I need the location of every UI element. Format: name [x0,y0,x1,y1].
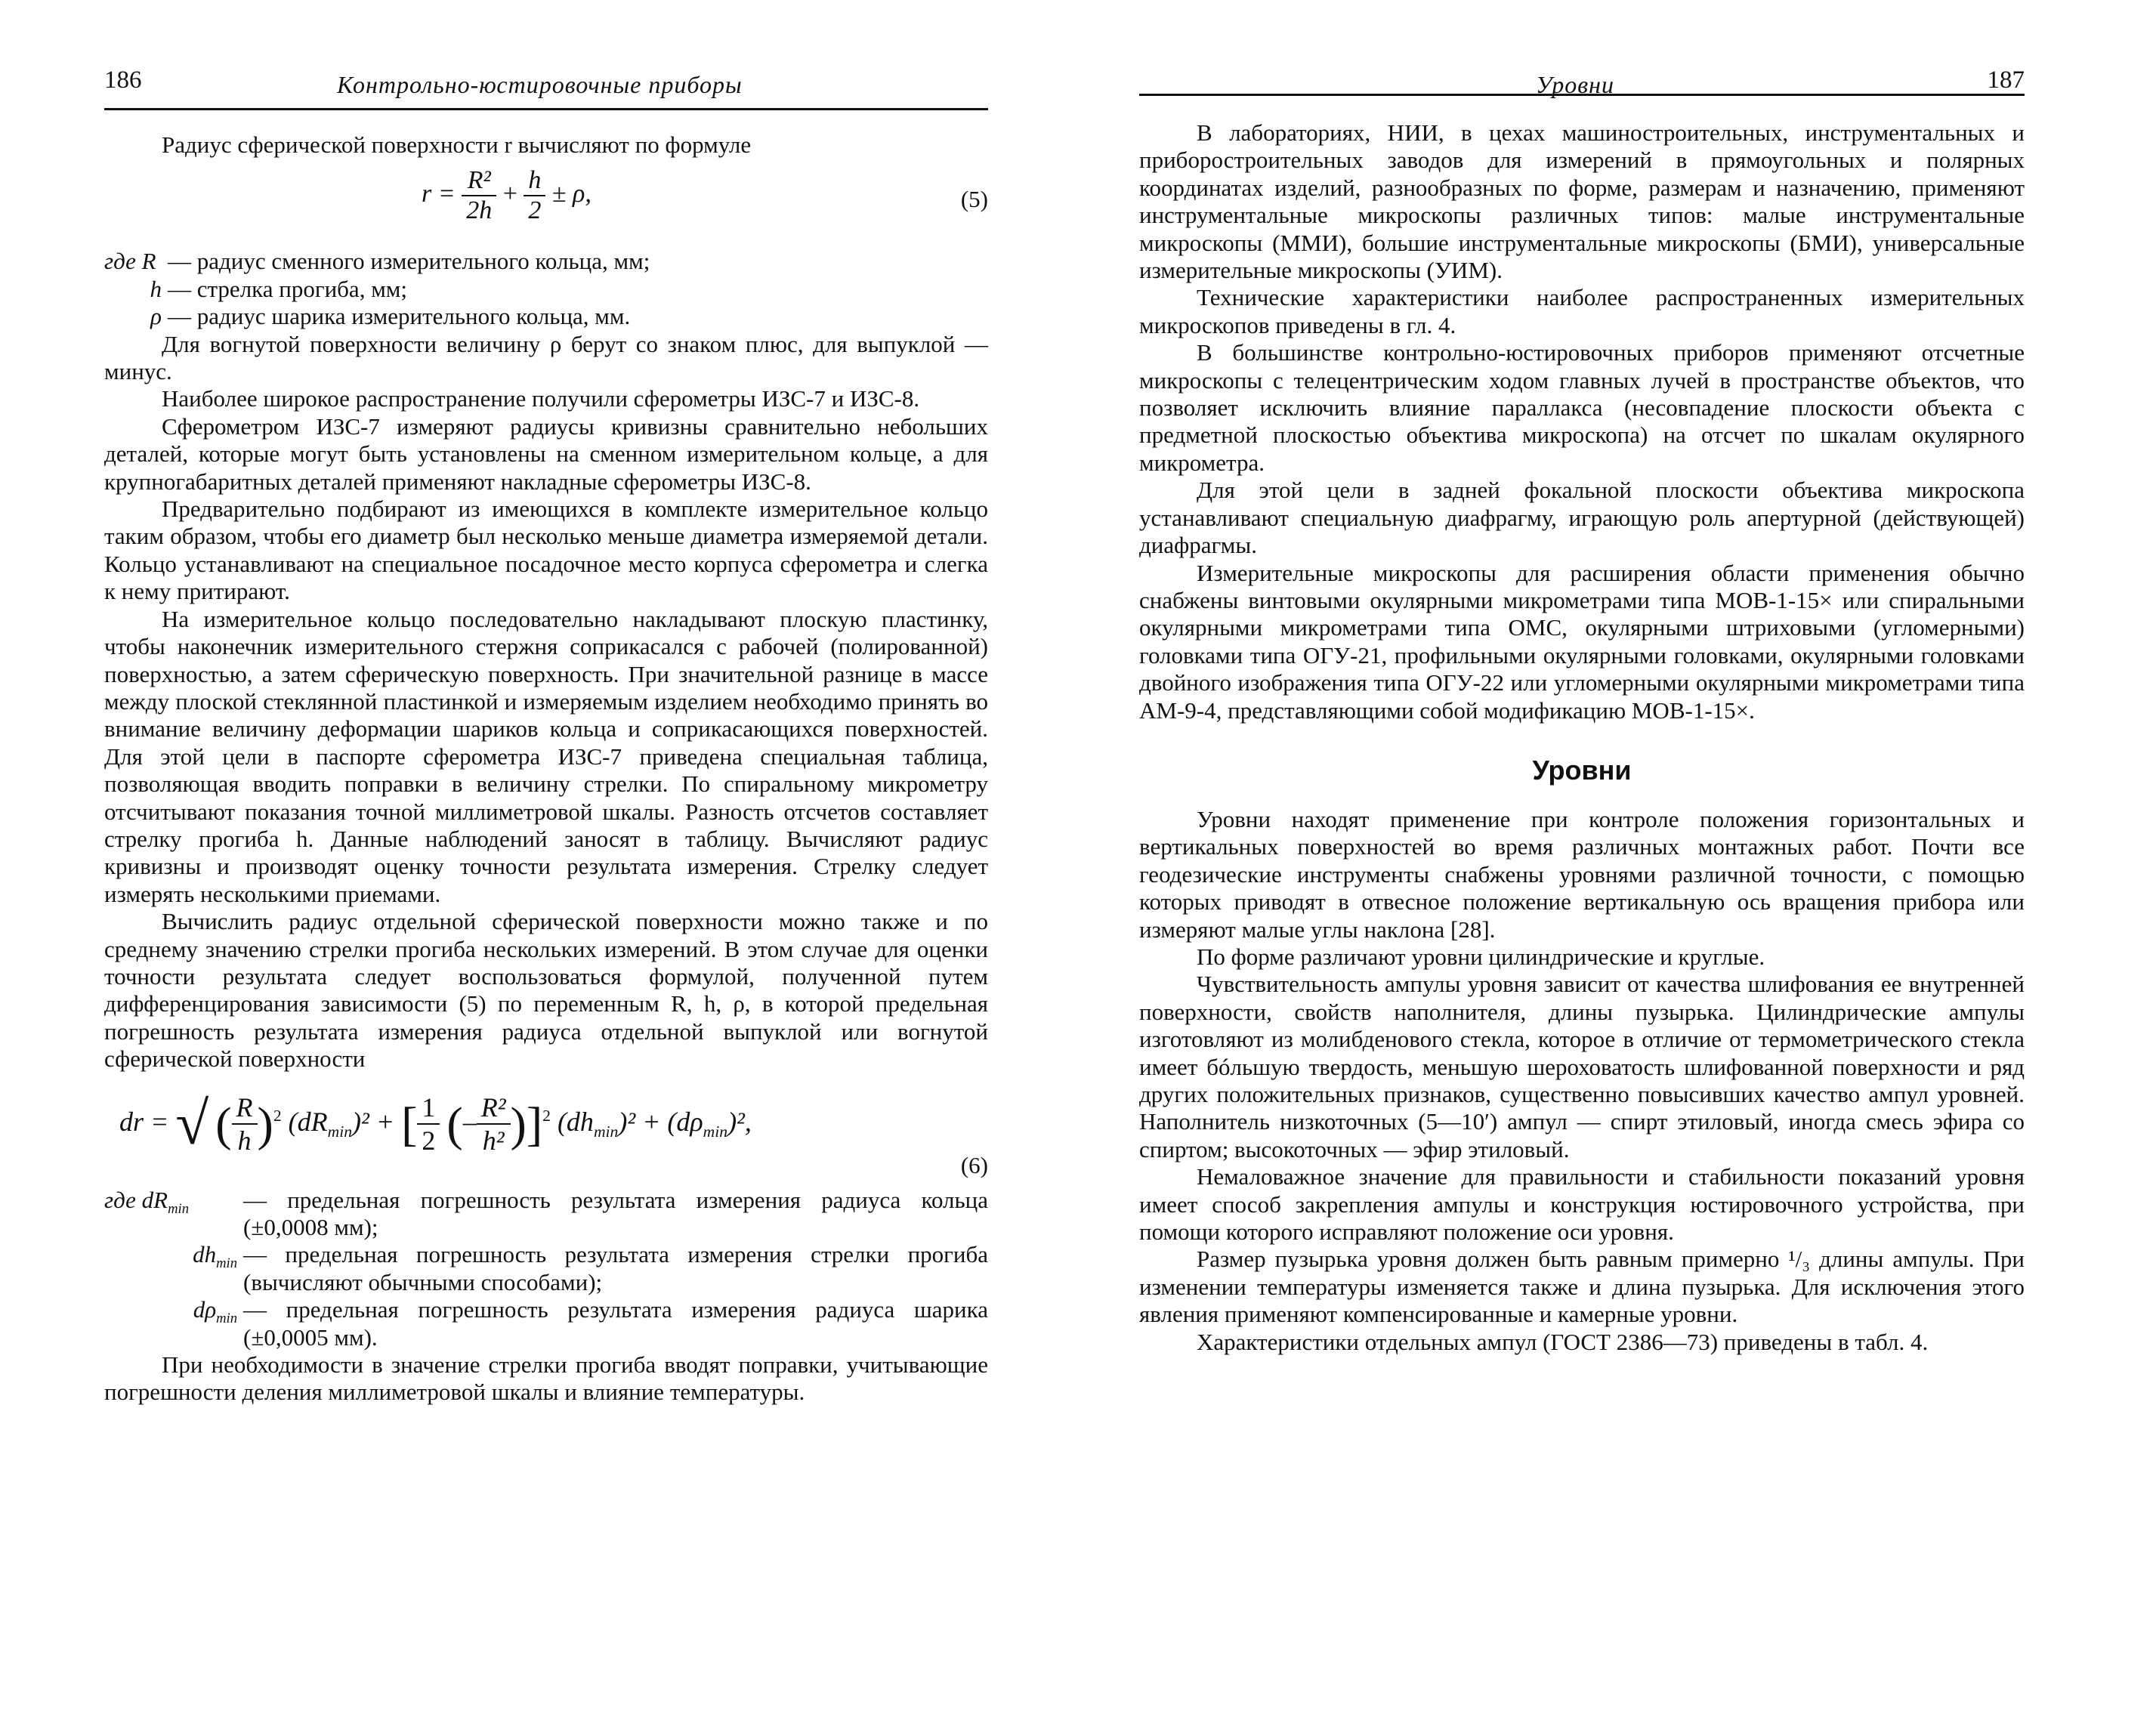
eq6-term-1: (dR [288,1106,328,1137]
paragraph: Технические характеристики наиболее распространенных измерительных микроскопов приведены в гл. 4. [1139,284,2025,338]
where-item: где R — радиус сменного измерительного кольца, мм; [104,248,650,275]
where-item: $d\rho_{min}$ — предельная погрешность результата измерения радиуса шарика (±0,0005 мм). [193,1296,988,1351]
paragraph: Для вогнутой поверхности величину ρ берут со знаком плюс, для выпуклой — минус. [104,330,988,385]
paragraph: При необходимости в значение стрелки прогиба вводят поправки, учитывающие погрешности деления миллиметровой шкалы и влияние температуры. [104,1351,988,1406]
where-item: h — стрелка прогиба, мм; [150,275,408,302]
paragraph: Для этой цели в задней фокальной плоскости объектива микроскопа устанавливают специальную диафрагму, играющую роль апертурной (действующей) диафрагмы. [1139,477,2025,559]
paragraph: Сферометром ИЗС-7 измеряют радиусы кривизны сравнительно небольших деталей, которые могут быть установлены на сменном измерительном кольце, а для крупногабаритных деталей применяют накладные сферометры ИЗС-8. [104,412,988,495]
header-rule [1139,94,2025,96]
where-item: $dh_{min}$ — предельная погрешность результата измерения стрелки прогиба (вычисляют обычными способами); [193,1241,988,1295]
paragraph: Наиболее широкое распространение получили сферометры ИЗС-7 и ИЗС-8. [162,385,920,412]
right-body [1139,119,2025,1356]
eq5-tail: ± ρ, [551,180,592,208]
paragraph: По форме различают уровни цилиндрические и круглые. [1197,943,1765,970]
header-rule [104,108,988,110]
paragraph: В лабораториях, НИИ, в цехах машиностроительных, инструментальных и приборостроительных заводов для измерений в прямоугольных и полярных координатах изделий, разнообразных по форме, размерам и назначению, применяют инструментальные микроскопы различных типов: малые инструментальные микроскопы (ММИ), большие инструментальные микроскопы (БМИ), универсальные измерительные микроскопы (УИМ). [1139,119,2025,284]
left-body [104,131,988,1406]
paragraph: Измерительные микроскопы для расширения области применения обычно снабжены винтовыми окулярными микрометрами типа МОВ-1-15× или спиральными окулярными микрометрами типа ОМС, окулярными штриховыми (угломерными) головками типа ОГУ-21, профильными окулярными головками, окулярными головками двойного изображения типа ОГУ-22 или угломерными окулярными микрометрами типа АМ-9-4, представляющими собой модификацию МОВ-1-15×. [1139,559,2025,724]
where-item: ρ — радиус шарика измерительного кольца, мм. [150,303,631,330]
equation-6: dr = √ ( $\frac{R}{h}$ )$^2$ $(dR_{min})^2$ + [ $\frac{1}{2}$ (– $\frac{\text{R²}}{\text{h²}}$ )]$^2$ $(dh_{min})^2 + (d\rho_{min})^2$, (6) [119,1090,988,1178]
where-list-1 [104,248,988,330]
paragraph: Вычислить радиус отдельной сферической поверхности можно также и по среднему значению стрелки прогиба нескольких измерений. В этом случае для оценки точности результата следует воспользоваться формулой, полученной путем дифференцирования зависимости (5) по переменным R, h, ρ, в которой предельная погрешность результата измерения радиуса отдельной выпуклой или вогнутой сферической поверхности [104,908,988,1073]
paragraph: На измерительное кольцо последовательно накладывают плоскую пластинку, чтобы наконечник измерительного стержня соприкасался с рабочей (полированной) поверхностью, а затем сферическую поверхность. При значительной разнице в массе между плоской стеклянной пластинкой и измеряемым изделием необходимо принять во внимание величину деформации шариков кольца и соприкасающихся поверхностей. Для этой цели в паспорте сферометра ИЗС-7 приведена специальная таблица, позволяющая вводить поправки в величину стрелки. По спиральному микрометру отсчитывают показания точной миллиметровой шкалы. Разность отсчетов составляет стрелку прогиба h. Данные наблюдений заносят в таблицу. Вычисляют радиус кривизны и производят оценку точности результата измерения. Стрелку следует измерять несколькими приемами. [104,605,988,907]
page-number: 187 [1987,66,2025,94]
page-number: 186 [104,66,142,94]
running-title: Контрольно-юстировочные приборы [337,71,743,98]
right-page [1139,0,2025,1726]
intro-paragraph: Радиус сферической поверхности r вычисляют по формуле [162,131,752,158]
paragraph: Предварительно подбирают из имеющихся в комплекте измерительное кольцо таким образом, чтобы его диаметр был несколько меньше диаметра измеряемой детали. Кольцо устанавливают на специальное посадочное место корпуса сферометра и слегка к нему притирают. [104,496,988,605]
paragraph: Размер пузырька уровня должен быть равным примерно ¹/₃ длины ампулы. При изменении температуры изменяется также и длина пузырька. Для исключения этого явления применяют компенсированные и камерные уровни. [1139,1246,2025,1328]
paragraph: Характеристики отдельных ампул (ГОСТ 2386—73) приведены в табл. 4. [1197,1328,1929,1355]
eq5-fraction-2: $\frac{h}{2}$ [524,166,545,225]
left-header [104,66,988,103]
eq5-label: (5) [960,186,988,213]
eq6-term-2: (dh [557,1106,594,1137]
right-header [1139,66,2025,103]
paragraph: В большинстве контрольно-юстировочных приборов применяют отсчетные микроскопы с телецентрическим ходом главных лучей в пространстве объектов, что позволяет исключить влияние параллакса (несовпадение плоскости объекта с предметной плоскостью объектива микроскопа) на отсчет по шкалам окулярного микрометра. [1139,339,2025,476]
eq5-lhs: r = [422,180,456,208]
where-item: где $dR_{min}$ — предельная погрешность результата измерения радиуса кольца (±0,0008 мм); [104,1186,988,1240]
eq5-fraction-1: $\frac{\text{R²}}{2h}$ [462,166,496,225]
eq6-label: (6) [960,1151,988,1178]
equation-5: r = $\frac{\text{R²}}{2h}$ + $\frac{h}{2}$ ± ρ, (5) [422,166,988,225]
where-list-2 [104,1187,988,1351]
eq6-lhs: dr = [119,1106,169,1137]
left-page [104,0,988,1726]
running-title: Уровни [1536,71,1615,98]
paragraph: Чувствительность ампулы уровня зависит от качества шлифования ее внутренней поверхности, свойств наполнителя, длины пузырька. Цилиндрические ампулы изготовляют из молибденового стекла, которое в отличие от термометрического стекла имеет бóльшую твердость, меньшую шероховатость шлифованной поверхности и ряд других положительных признаков, существенно повысивших качество ампул уровней. Наполнитель низкоточных (5—10′) ампул — спирт этиловый, иногда смесь эфира со спиртом; высокоточных — эфир этиловый. [1139,971,2025,1163]
section-heading: Уровни [1532,754,1632,786]
paragraph: Немаловажное значение для правильности и стабильности показаний уровня имеет способ закрепления ампулы и конструкция юстировочного устройства, при помощи которого исправляют положение оси уровня. [1139,1163,2025,1246]
paragraph: Уровни находят применение при контроле положения горизонтальных и вертикальных поверхностей во время различных монтажных работ. Почти все геодезические инструменты снабжены уровнями различной точности, с помощью которых приводят в отвесное положение вертикальную ось вращения прибора или измеряют малые углы наклона [28]. [1139,805,2025,943]
